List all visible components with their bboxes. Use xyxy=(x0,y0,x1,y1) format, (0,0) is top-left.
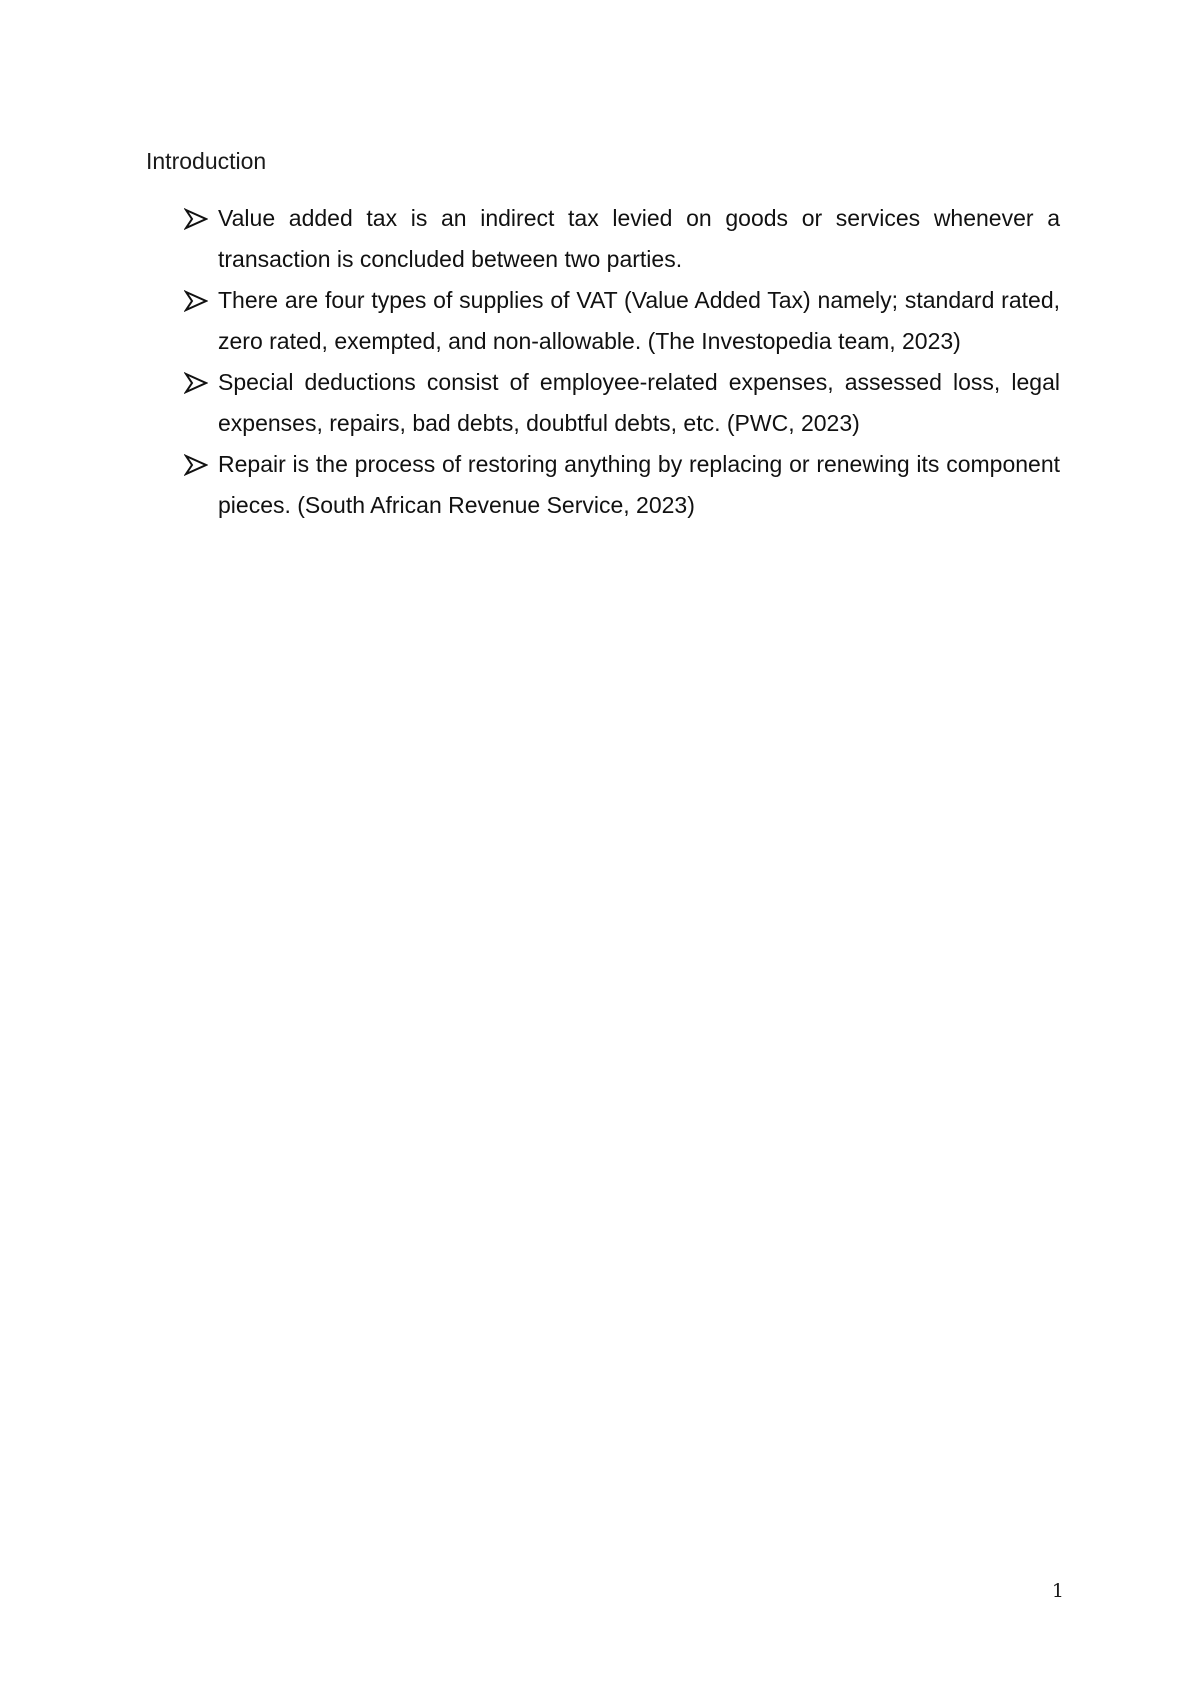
section-heading: Introduction xyxy=(146,148,267,174)
bullet-list xyxy=(146,198,1060,526)
arrowhead-bullet-icon xyxy=(184,208,208,230)
page-number: 1 xyxy=(1051,1580,1064,1602)
bullet-text: Special deductions consist of employee-related expenses, assessed loss, legal expenses, repairs, bad debts, doubtful debts, etc. (PWC, 2023) xyxy=(218,369,1060,436)
list-item xyxy=(146,444,1060,526)
arrowhead-bullet-icon xyxy=(184,290,208,312)
bullet-text: There are four types of supplies of VAT (Value Added Tax) namely; standard rated, zero rated, exempted, and non-allowable. (The Investopedia team, 2023) xyxy=(218,287,1060,354)
list-item xyxy=(146,362,1060,444)
list-item xyxy=(146,198,1060,280)
bullet-text: Value added tax is an indirect tax levied on goods or services whenever a transaction is concluded between two parties. xyxy=(218,205,1060,272)
list-item xyxy=(146,280,1060,362)
bullet-text: Repair is the process of restoring anything by replacing or renewing its component pieces. (South African Revenue Service, 2023) xyxy=(218,451,1060,518)
arrowhead-bullet-icon xyxy=(184,454,208,476)
arrowhead-bullet-icon xyxy=(184,372,208,394)
